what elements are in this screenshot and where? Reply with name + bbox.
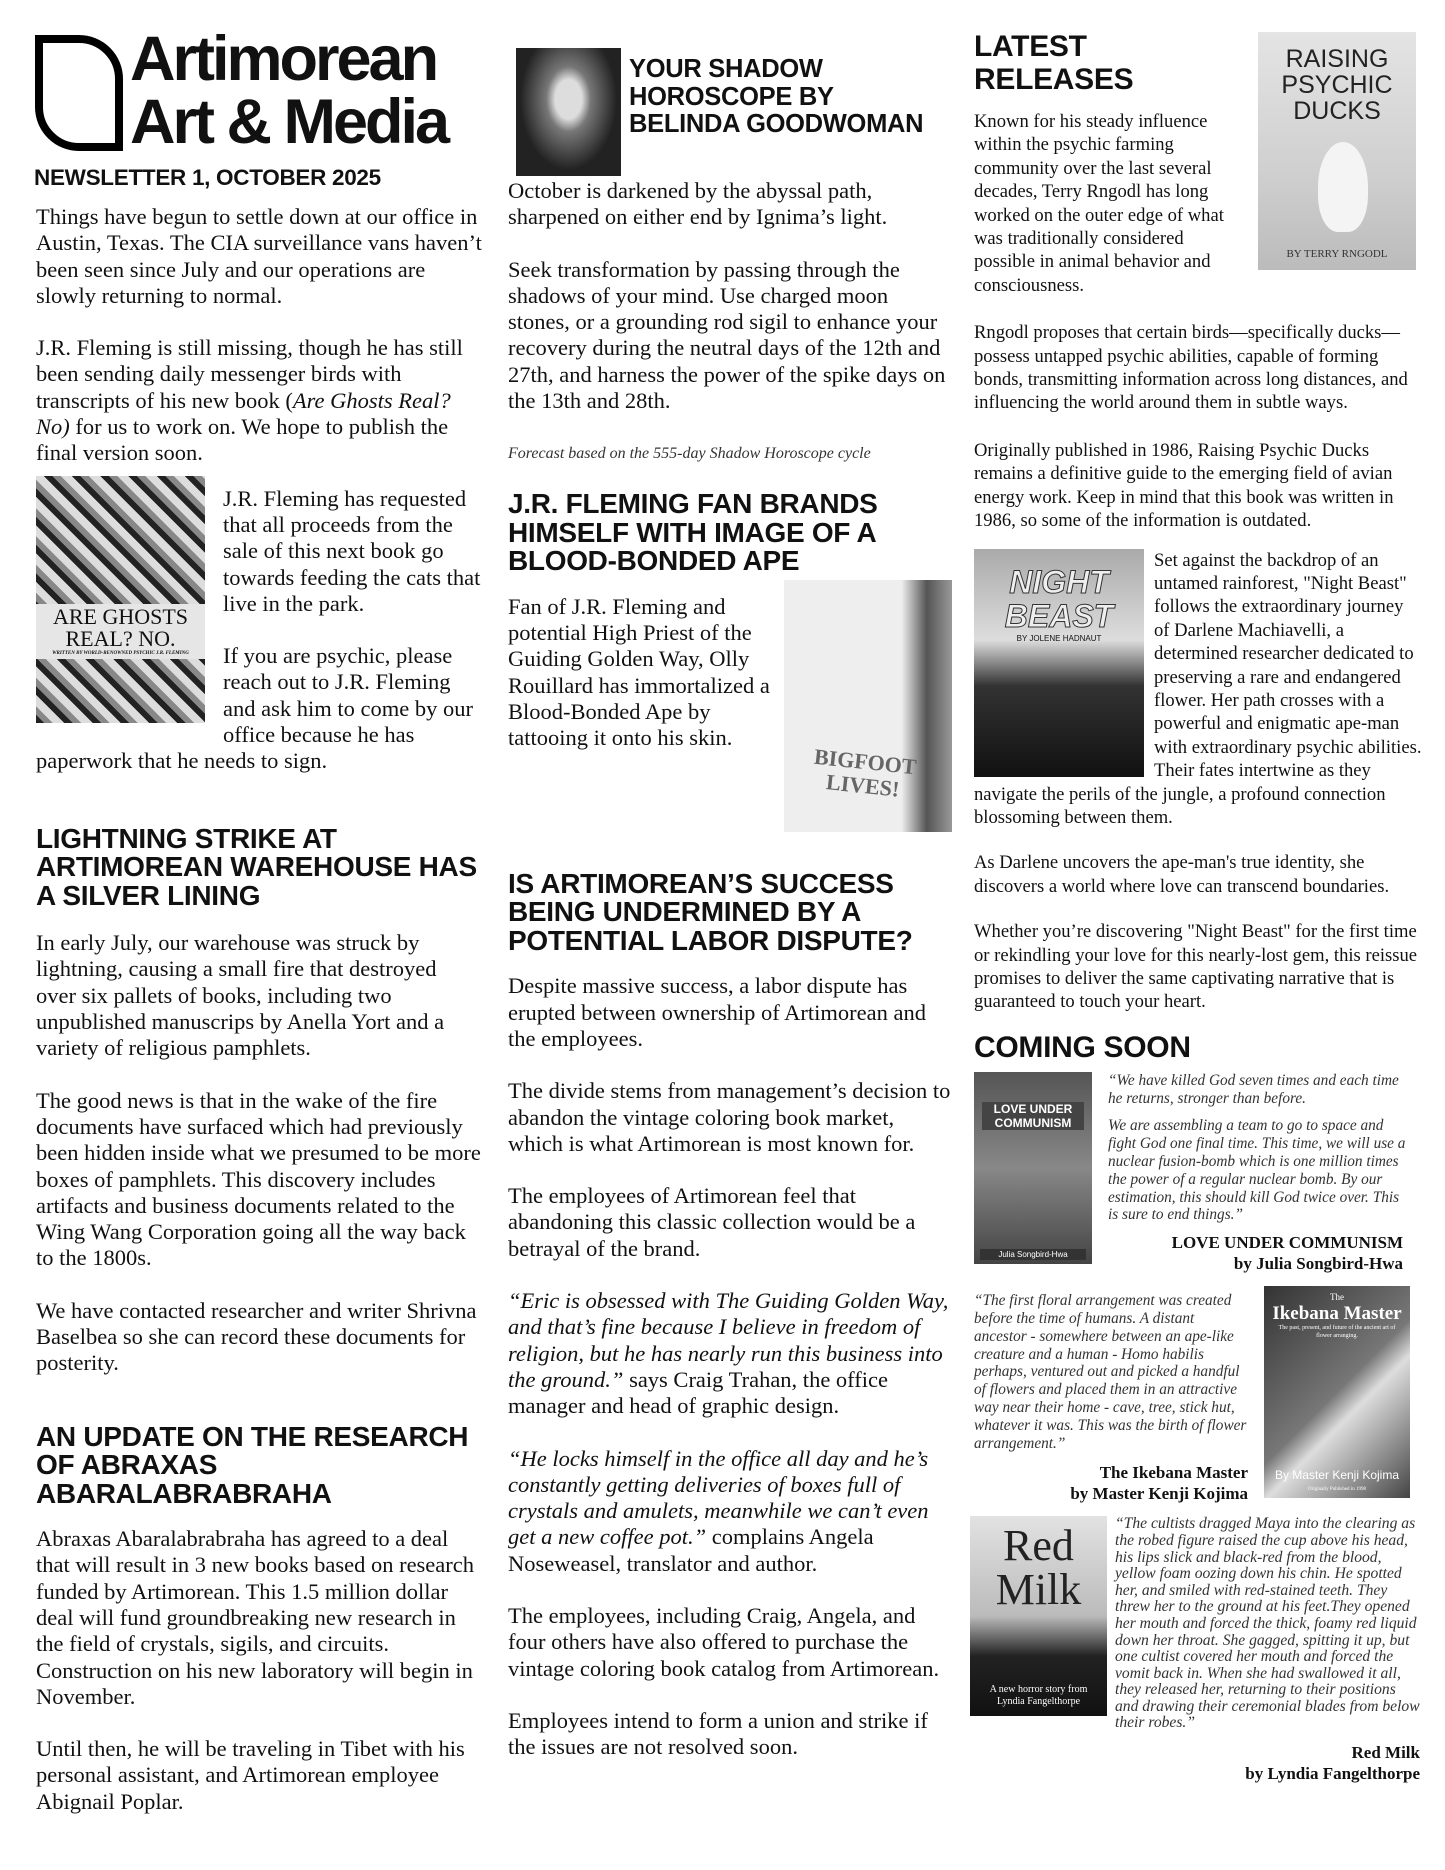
night-beast-paragraph-2: As Darlene uncovers the ape-man's true identity, she discovers a world where love can transcend boundaries. bbox=[974, 852, 1390, 897]
ducks-cover-title: RAISING PSYCHIC DUCKS bbox=[1281, 45, 1393, 125]
abraxas-paragraph-2: Until then, he will be traveling in Tibet with his personal assistant, and Artimorean employee Abignail Poplar. bbox=[36, 1736, 465, 1814]
belinda-portrait-image bbox=[516, 48, 621, 176]
quote-text: “He locks himself in the office all day and he’s constantly getting deliveries of boxes full of crystals and amulets, meanwhile we can’t even get a new coffee pot.” bbox=[508, 1445, 929, 1550]
night-beast-cover-author: BY JOLENE HADNAUT bbox=[1016, 633, 1102, 643]
latest-releases-heading: LATEST RELEASES bbox=[974, 30, 1134, 96]
ikebana-master-cover-image bbox=[1264, 1286, 1410, 1498]
fan-heading: J.R. FLEMING FAN BRANDS HIMSELF WITH IMAGE OF A BLOOD-BONDED APE bbox=[508, 488, 878, 577]
ikebana-cover-subtitle: The past, present, and future of the ancient art of flower arranging. bbox=[1278, 1325, 1396, 1340]
luc-quote-2: We are assembling a team to go to space and fight God one final time. This time, we will use a nuclear fusion-bomb which is one million times the power of a regular nuclear bomb. By our estimation, this should kill God twice over. This is sure to end things.” bbox=[1108, 1117, 1406, 1224]
red-milk-byline: by Lyndia Fangelthorpe bbox=[1245, 1764, 1420, 1784]
night-beast-cover-image bbox=[974, 549, 1144, 777]
intro-paragraph-1: Things have begun to settle down at our office in Austin, Texas. The CIA surveillance vans haven’t been seen since July and our operations are slowly returning to normal. bbox=[36, 204, 482, 308]
night-beast-cover-title: NIGHT BEAST bbox=[1004, 563, 1114, 634]
tattoo-text: BIGFOOT LIVES! bbox=[812, 743, 918, 802]
ducks-paragraph-2: Rngodl proposes that certain birds—specifically ducks—possess untapped psychic abilities, capable of forming bonds, transmitting information across long distances, and influencing the world around them in subtle ways. bbox=[974, 322, 1408, 414]
red-milk-cover-author: A new horror story from Lyndia Fangelthorpe bbox=[989, 1684, 1088, 1708]
lightning-paragraph-1: In early July, our warehouse was struck by lightning, causing a small fire that destroyed over six pallets of books, including two unpublished manuscrips by Anella Yort and a variety of religious pamphlets. bbox=[36, 930, 445, 1061]
luc-quote-1: “We have killed God seven times and each time he returns, stronger than before. bbox=[1108, 1071, 1399, 1107]
coming-soon-book-2 bbox=[974, 1286, 1422, 1504]
red-milk-cover-image bbox=[970, 1516, 1107, 1716]
labor-paragraph-4: The employees, including Craig, Angela, and four others have also offered to purchase the vintage coloring book catalog from Artimorean. bbox=[508, 1603, 940, 1681]
horoscope-paragraph-2: Seek transformation by passing through the shadows of your mind. Use charged moon stones, or a grounding rod sigil to enhance your recovery during the neutral days of the 12th and 27th, and harness the power of the spike days on the 13th and 28th. bbox=[508, 256, 946, 414]
issue-line: NEWSLETTER 1, OCTOBER 2025 bbox=[34, 165, 381, 190]
lightning-paragraph-3: We have contacted researcher and writer Shrivna Baselbea so she can record these documents for posterity. bbox=[36, 1297, 477, 1376]
ghosts-cover-title: ARE GHOSTS REAL? NO. bbox=[52, 603, 189, 651]
labor-paragraph-1: Despite massive success, a labor dispute has erupted between ownership of Artimorean and the employees. bbox=[508, 973, 926, 1051]
labor-heading: IS ARTIMOREAN’S SUCCESS BEING UNDERMINED BY A POTENTIAL LABOR DISPUTE? bbox=[508, 867, 913, 956]
ikebana-byline: by Master Kenji Kojima bbox=[1070, 1484, 1248, 1504]
logo-line-2: Art & Media bbox=[130, 87, 448, 157]
ikebana-cover-small: The bbox=[1330, 1292, 1344, 1303]
labor-paragraph-2: The divide stems from management’s decision to abandon the vintage coloring book market, which is what Artimorean is most known for. bbox=[508, 1078, 951, 1156]
luc-cover-author: Julia Songbird-Hwa bbox=[980, 1249, 1086, 1260]
ikebana-quote: “The first floral arrangement was created before the time of humans. A distant ancestor - somewhere between an ape-like creature and a human - Homo habilis perhaps, ventured out and picked a handful of flowers and placed them in an attractive way near their home - cave, tree, stick hut, whatever it was. This was the birth of flower arrangement.” bbox=[974, 1292, 1247, 1452]
coming-soon-book-3 bbox=[970, 1516, 1422, 1784]
ducks-cover-image bbox=[1258, 32, 1416, 270]
ikebana-cover-author: By Master Kenji Kojima bbox=[1274, 1468, 1400, 1483]
horoscope-header bbox=[508, 48, 952, 178]
quote-text: “Eric is obsessed with The Guiding Golden Way, and that’s fine because I believe in freedom of religion, but he has nearly run this business into the ground.” bbox=[508, 1288, 949, 1392]
ducks-paragraph-1: Known for his steady influence within the psychic farming community over the last several decades, Terry Rngodl has long worked on the outer edge of what was traditionally considered possible in animal behavior and consciousness. bbox=[974, 111, 1224, 296]
red-milk-cover-title: Red Milk bbox=[995, 1521, 1082, 1615]
ikebana-cover-title: Ikebana Master bbox=[1272, 1303, 1402, 1325]
masthead bbox=[34, 24, 484, 191]
logo-mark-icon bbox=[34, 34, 124, 152]
tattoo-image bbox=[784, 580, 952, 832]
abraxas-paragraph-1: Abraxas Abaralabrabraha has agreed to a deal that will result in 3 new books based on research funded by Artimorean. This 1.5 million dollar deal will fund groundbreaking new research in the field of crystals, sigils, and circuits. Construction on his new laboratory will begin in November. bbox=[36, 1526, 475, 1709]
column-3 bbox=[974, 30, 1422, 1784]
ghosts-cover-subtitle: WRITTEN BY WORLD-RENOWNED PSYCHIC J.R. FLEMING bbox=[52, 650, 189, 656]
column-2 bbox=[508, 48, 952, 1761]
ikebana-title: The Ikebana Master bbox=[1099, 1463, 1248, 1483]
labor-quote-2 bbox=[508, 1446, 952, 1577]
horoscope-paragraph-1: October is darkened by the abyssal path, sharpened on either end by Ignima’s light. bbox=[508, 178, 888, 230]
labor-paragraph-3: The employees of Artimorean feel that abandoning this classic collection would be a betrayal of the brand. bbox=[508, 1183, 916, 1261]
intro-paragraph-2 bbox=[36, 335, 482, 466]
ducks-paragraph-3: Originally published in 1986, Raising Psychic Ducks remains a definitive guide to the emerging field of avian energy work. Keep in mind that this book was written in 1986, so some of the information is outdated. bbox=[974, 439, 1394, 532]
logo bbox=[34, 24, 484, 157]
quote-attribution: says Craig Trahan, the office manager and head of graphic design. bbox=[508, 1366, 888, 1419]
love-under-communism-cover-image bbox=[974, 1072, 1092, 1264]
ducks-cover-author: BY TERRY RNGODL bbox=[1286, 248, 1388, 260]
night-beast-paragraph-3: Whether you’re discovering "Night Beast" for the first time or rekindling your love for this nearly-lost gem, this reissue promises to deliver the same captivating narrative that is guaranteed to touch your heart. bbox=[974, 921, 1418, 1013]
proceeds-paragraph: J.R. Fleming has requested that all proceeds from the sale of this next book go towards feeding the cats that live in the park. bbox=[223, 485, 481, 616]
coming-soon-heading: COMING SOON bbox=[974, 1030, 1191, 1064]
red-milk-quote: “The cultists dragged Maya into the clearing as the robed figure raised the cup above his head, his lips slick and black-red from the blood, yellow foam oozing down his chin. He spotted her, and smiled with red-stained teeth. They threw her to the ground at his feet.They opened her mouth and forced the thick, foamy red liquid down her throat. She gagged, spitting it up, but one cultist covered her mouth and forced the vomit back in. When she had swallowed it all, they released her, returning to their positions and drawing their ceremonial blades from below their robes.” bbox=[1115, 1515, 1420, 1732]
intro-text: J.R. Fleming is still missing, though he has still been sending daily messenger birds with transcripts of his new book ( bbox=[36, 335, 463, 413]
horoscope-heading: YOUR SHADOW HOROSCOPE BY BELINDA GOODWOMAN bbox=[629, 55, 924, 138]
abraxas-heading: AN UPDATE ON THE RESEARCH OF ABRAXAS ABARALABRABRAHA bbox=[36, 1420, 469, 1509]
luc-byline: by Julia Songbird-Hwa bbox=[1233, 1254, 1403, 1274]
ikebana-cover-note: Originally Published in 1998 bbox=[1308, 1487, 1366, 1493]
labor-paragraph-5: Employees intend to form a union and strike if the issues are not resolved soon. bbox=[508, 1707, 928, 1760]
luc-cover-title: LOVE UNDER COMMUNISM bbox=[982, 1102, 1084, 1130]
intro-text: for us to work on. We hope to publish the final version soon. bbox=[36, 414, 449, 466]
horoscope-note: Forecast based on the 555-day Shadow Horoscope cycle bbox=[508, 445, 871, 463]
ghosts-cover-image bbox=[36, 476, 205, 723]
red-milk-title: Red Milk bbox=[1351, 1743, 1420, 1763]
labor-quote-1 bbox=[508, 1288, 952, 1419]
coming-soon-book-1 bbox=[974, 1072, 1422, 1274]
column-1 bbox=[36, 204, 482, 1815]
lightning-paragraph-2: The good news is that in the wake of the fire documents have surfaced which had previously been hidden inside what we presumed to be more boxes of pamphlets. This discovery includes artifacts and business documents related to the Wing Wang Corporation going all the way back to the 1800s. bbox=[36, 1087, 481, 1271]
psychic-paragraph: If you are psychic, please reach out to J.R. Fleming and ask him to come by our office because he has paperwork that he needs to sign. bbox=[36, 643, 473, 774]
logo-line-1: Artimorean bbox=[130, 24, 437, 94]
fan-paragraph: Fan of J.R. Fleming and potential High Priest of the Guiding Golden Way, Olly Rouillard has immortalized a Blood-Bonded Ape by tattooing it onto his skin. bbox=[508, 593, 770, 751]
luc-title: LOVE UNDER COMMUNISM bbox=[1171, 1233, 1403, 1253]
night-beast-paragraph-1: Set against the backdrop of an untamed rainforest, "Night Beast" follows the extraordinary journey of Darlene Machiavelli, a determined researcher dedicated to preserving a rare and endangered flower. Her path crosses with a powerful and enigmatic ape-man with extraordinary psychic abilities. Their fates intertwine as they navigate the perils of the jungle, a profound connection blossoming between them. bbox=[974, 549, 1422, 828]
quote-attribution: complains Angela Noseweasel, translator and author. bbox=[508, 1524, 874, 1576]
book-title: Are Ghosts Real? No) bbox=[36, 387, 451, 440]
lightning-heading: LIGHTNING STRIKE AT ARTIMOREAN WAREHOUSE HAS A SILVER LINING bbox=[36, 822, 477, 911]
